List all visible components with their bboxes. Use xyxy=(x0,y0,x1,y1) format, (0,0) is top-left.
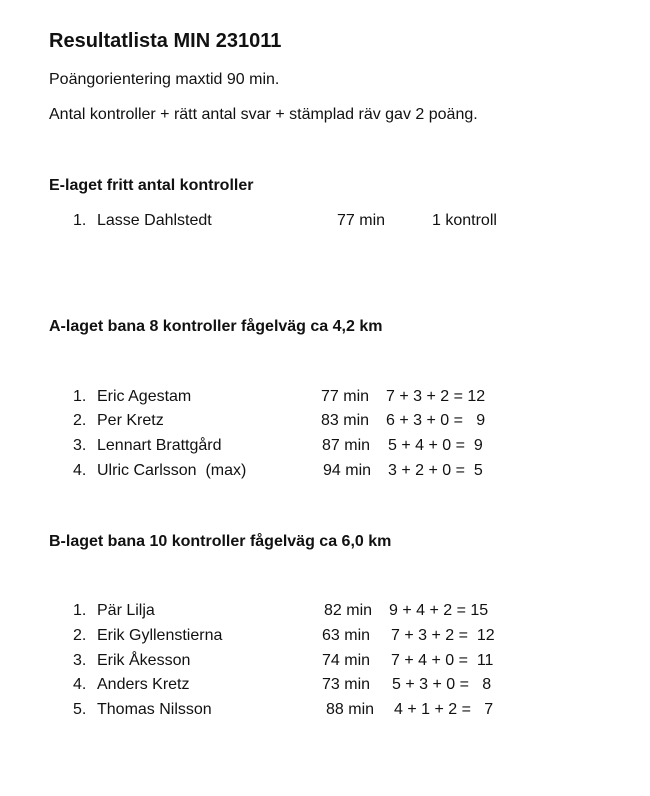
result-time: 83 min xyxy=(321,412,370,429)
result-score: 7 + 4 + 0 = 11 xyxy=(391,652,494,669)
section-heading-b-team: B-laget bana 10 kontroller fågelväg ca 6,0 km xyxy=(49,533,392,550)
result-time: 77 min xyxy=(321,388,370,405)
result-name: Erik Gyllenstierna xyxy=(97,627,223,644)
result-row xyxy=(0,210,650,232)
result-name: Lennart Brattgård xyxy=(97,437,222,454)
section-heading-a-team: A-laget bana 8 kontroller fågelväg ca 4,2 km xyxy=(49,318,383,335)
result-row xyxy=(0,435,650,457)
result-rank: 3. xyxy=(73,652,87,669)
result-rank: 1. xyxy=(73,212,87,229)
result-rank: 1. xyxy=(73,602,87,619)
result-time: 82 min xyxy=(324,602,373,619)
result-rank: 2. xyxy=(73,412,87,429)
result-row xyxy=(0,460,650,482)
result-time: 73 min xyxy=(322,676,371,693)
result-name: Erik Åkesson xyxy=(97,652,191,669)
result-score: 7 + 3 + 2 = 12 xyxy=(391,627,495,644)
result-score: 9 + 4 + 2 = 15 xyxy=(389,602,489,619)
result-score: 5 + 3 + 0 = 8 xyxy=(392,676,492,693)
result-score: 6 + 3 + 0 = 9 xyxy=(386,412,486,429)
result-rank: 4. xyxy=(73,462,87,479)
result-row xyxy=(0,699,650,721)
result-name: Pär Lilja xyxy=(97,602,155,619)
result-time: 74 min xyxy=(322,652,371,669)
page-title: Resultatlista MIN 231011 xyxy=(49,30,282,52)
result-score: 5 + 4 + 0 = 9 xyxy=(388,437,483,454)
result-rank: 5. xyxy=(73,701,87,718)
result-rank: 2. xyxy=(73,627,87,644)
result-name: Per Kretz xyxy=(97,412,164,429)
result-rank: 1. xyxy=(73,388,87,405)
result-score: 1 kontroll xyxy=(432,212,497,229)
result-time: 63 min xyxy=(322,627,371,644)
result-rank: 4. xyxy=(73,676,87,693)
result-rank: 3. xyxy=(73,437,87,454)
result-row xyxy=(0,600,650,622)
intro-text: Poängorientering maxtid 90 min. xyxy=(49,71,280,88)
result-name: Ulric Carlsson (max) xyxy=(97,462,247,479)
result-time: 77 min xyxy=(337,212,386,229)
result-row xyxy=(0,410,650,432)
section-heading-e-team: E-laget fritt antal kontroller xyxy=(49,177,254,194)
result-name: Eric Agestam xyxy=(97,388,192,405)
result-name: Thomas Nilsson xyxy=(97,701,212,718)
result-row xyxy=(0,650,650,672)
result-name: Lasse Dahlstedt xyxy=(97,212,212,229)
result-row xyxy=(0,386,650,408)
result-time: 87 min xyxy=(322,437,371,454)
result-time: 94 min xyxy=(323,462,372,479)
scoring-rule-text: Antal kontroller + rätt antal svar + stämplad räv gav 2 poäng. xyxy=(49,106,478,123)
result-row xyxy=(0,625,650,647)
result-row xyxy=(0,674,650,696)
result-score: 3 + 2 + 0 = 5 xyxy=(388,462,483,479)
result-score: 7 + 3 + 2 = 12 xyxy=(386,388,486,405)
result-score: 4 + 1 + 2 = 7 xyxy=(394,701,494,718)
result-name: Anders Kretz xyxy=(97,676,190,693)
result-time: 88 min xyxy=(326,701,375,718)
